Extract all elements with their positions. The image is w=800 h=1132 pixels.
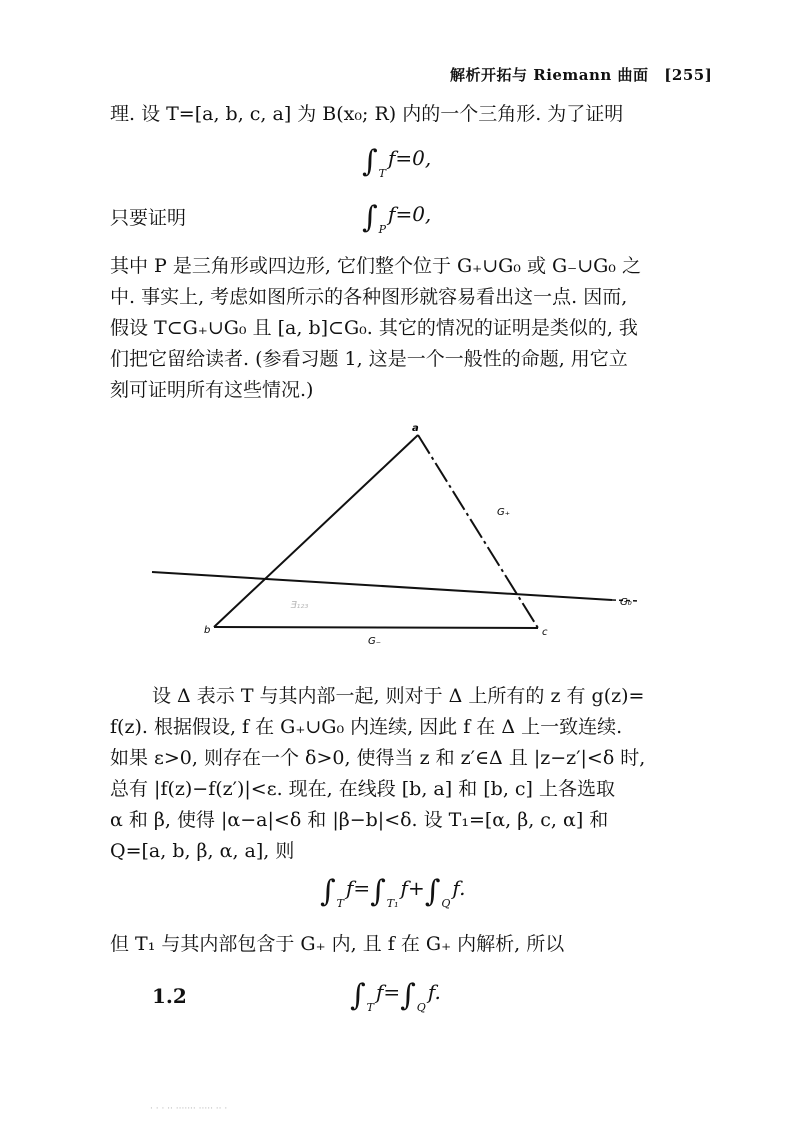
integral-subscript: Q [416,1001,426,1014]
paragraph-2-line-6: Q=[a, b, β, α, a], 则 [110,840,295,862]
paragraph-2-line-5: α 和 β, 使得 |α−a|<δ 和 |β−b|<δ. 设 T₁=[α, β, c, α] 和 [110,809,609,831]
side-ac [418,435,538,628]
equation-part: f= [345,876,371,900]
equation-expression: f=0, [388,202,432,226]
paragraph-1-line-1: 其中 P 是三角形或四边形, 它们整个位于 G₊∪G₀ 或 G₋∪G₀ 之 [110,255,641,277]
label-c: c [542,627,548,638]
label-g-plus: G₊ [497,507,511,518]
equation-part: f. [427,980,441,1004]
integral-sign: ∫ [320,874,336,909]
integral-subscript: Q [441,897,451,910]
integral-subscript: T [336,897,344,910]
equation-part: f+ [400,876,425,900]
equation-part: f= [375,980,401,1004]
running-title [450,64,712,85]
integral-sign: ∫ [362,144,378,179]
equation-1 [362,144,431,180]
paragraph-2-line-2: f(z). 根据假设, f 在 G₊∪G₀ 内连续, 因此 f 在 Δ 上一致连续. [110,716,623,738]
integral-subscript: P [378,223,387,236]
equation-4 [350,978,441,1014]
integral-sign: ∫ [424,874,441,909]
equation-number: 1.2 [152,984,187,1008]
paragraph-1-line-2: 中. 事实上, 考虑如图所示的各种图形就容易看出这一点. 因而, [110,286,628,308]
integral-sign: ∫ [350,978,366,1013]
text-line-1: 理. 设 T=[a, b, c, a] 为 B(x₀; R) 内的一个三角形. 为了证明 [110,103,624,125]
paragraph-2-line-1: 设 Δ 表示 T 与其内部一起, 则对于 Δ 上所有的 z 有 g(z)= [152,685,645,707]
paragraph-1-line-3: 假设 T⊂G₊∪G₀ 且 [a, b]⊂G₀. 其它的情况的证明是类似的, 我 [110,317,638,339]
paragraph-1-line-5: 刻可证明所有这些情况.) [110,379,314,401]
triangle-figure [0,415,800,650]
footer-scan-marks: · · · ·· ······· ····· ·· · [150,1104,228,1114]
paragraph-2-line-3: 如果 ε>0, 则存在一个 δ>0, 使得当 z 和 z′∈Δ 且 |z−z′|<δ 时, [110,747,646,769]
equation-part: f. [452,876,466,900]
label-g0: G₀ [620,597,632,608]
side-bc [214,627,538,628]
text-line-after: 但 T₁ 与其内部包含于 G₊ 内, 且 f 在 G₊ 内解析, 所以 [110,933,565,955]
page-number: [255] [664,66,713,84]
equation-2 [362,200,431,236]
integral-subscript: T [378,167,386,180]
integral-sign: ∫ [362,200,378,235]
integral-subscript: T [366,1001,374,1014]
paragraph-1-line-4: 们把它留给读者. (参看习题 1, 这是一个一般性的命题, 用它立 [110,348,628,370]
label-b: b [204,625,211,636]
integral-sign: ∫ [370,874,386,909]
integral-sign: ∫ [400,978,416,1013]
integral-subscript: T₁ [386,897,399,910]
faint-mark: Ǝ₁₂₃ [290,600,309,611]
equation-expression: f=0, [387,146,432,170]
g0-line [152,572,612,600]
label-g-minus: G₋ [368,636,382,647]
text-line-2: 只要证明 [110,207,187,229]
label-a: a [412,423,419,434]
equation-3 [320,874,465,910]
running-title-text: 解析开拓与 Riemann 曲面 [450,66,649,84]
paragraph-2-line-4: 总有 |f(z)−f(z′)|<ε. 现在, 在线段 [b, a] 和 [b, c] 上各选取 [110,778,615,800]
side-ab [214,435,418,627]
